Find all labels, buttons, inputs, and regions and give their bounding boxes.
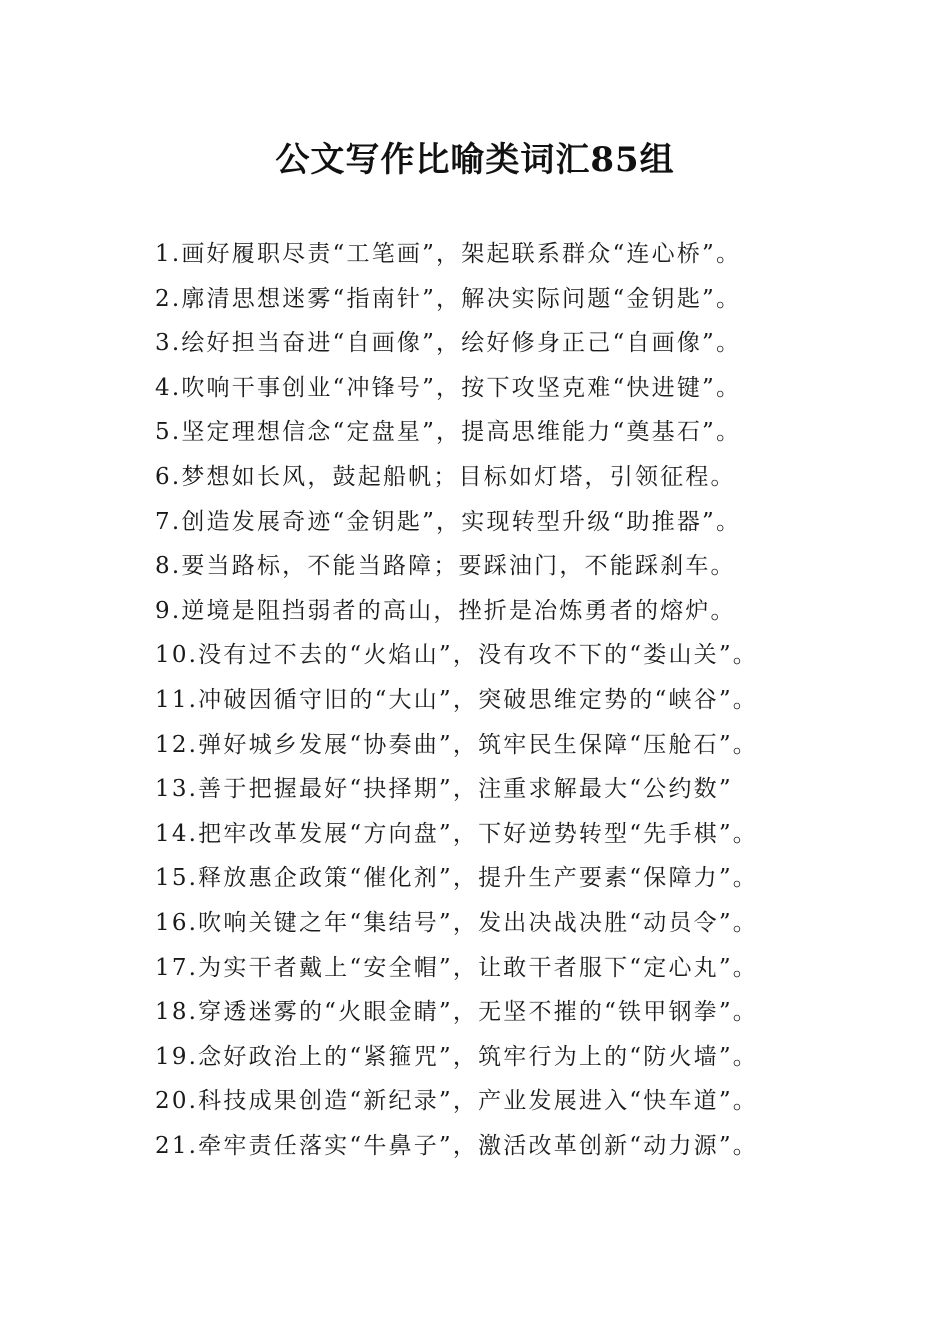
list-item: 17.为实干者戴上“安全帽”，让敢干者服下“定心丸”。: [155, 954, 759, 981]
list-item: 13.善于把握最好“抉择期”，注重求解最大“公约数”: [155, 776, 733, 803]
list-item: 5.坚定理想信念“定盘星”，提高思维能力“奠基石”。: [155, 419, 742, 446]
list-item: 21.牵牢责任落实“牛鼻子”，激活改革创新“动力源”。: [155, 1132, 759, 1159]
list-item: 14.把牢改革发展“方向盘”，下好逆势转型“先手棋”。: [155, 820, 759, 847]
list-item: 1.画好履职尽责“工笔画”，架起联系群众“连心桥”。: [155, 241, 742, 267]
list-item: 19.念好政治上的“紧箍咒”，筑牢行为上的“防火墙”。: [155, 1043, 759, 1070]
list-item: 7.创造发展奇迹“金钥匙”，实现转型升级“助推器”。: [155, 508, 742, 535]
list-item: 9.逆境是阻挡弱者的高山，挫折是冶炼勇者的熔炉。: [155, 597, 736, 624]
list-item: 6.梦想如长风，鼓起船帆；目标如灯塔，引领征程。: [155, 463, 736, 490]
list-item: 4.吹响干事创业“冲锋号”，按下攻坚克难“快进键”。: [155, 374, 742, 401]
list-item: 15.释放惠企政策“催化剂”，提升生产要素“保障力”。: [155, 865, 759, 892]
list-item: 16.吹响关键之年“集结号”，发出决战决胜“动员令”。: [155, 909, 759, 936]
list-item: 20.科技成果创造“新纪录”，产业发展进入“快车道”。: [155, 1088, 759, 1115]
list-item: 3.绘好担当奋进“自画像”，绘好修身正己“自画像”。: [155, 330, 742, 357]
list-item: 18.穿透迷雾的“火眼金睛”，无坚不摧的“铁甲钢拳”。: [155, 999, 759, 1026]
list-item: 8.要当路标，不能当路障；要踩油门，不能踩刹车。: [155, 553, 736, 580]
document-title: 公文写作比喻类词汇85组: [275, 140, 675, 180]
list-item: 2.廓清思想迷雾“指南针”，解决实际问题“金钥匙”。: [155, 285, 742, 312]
list-item: 10.没有过不去的“火焰山”，没有攻不下的“娄山关”。: [155, 642, 759, 669]
list-item: 12.弹好城乡发展“协奏曲”，筑牢民生保障“压舱石”。: [155, 731, 759, 758]
list-item: 11.冲破因循守旧的“大山”，突破思维定势的“峡谷”。: [155, 686, 759, 713]
metaphor-list: [155, 232, 945, 1168]
